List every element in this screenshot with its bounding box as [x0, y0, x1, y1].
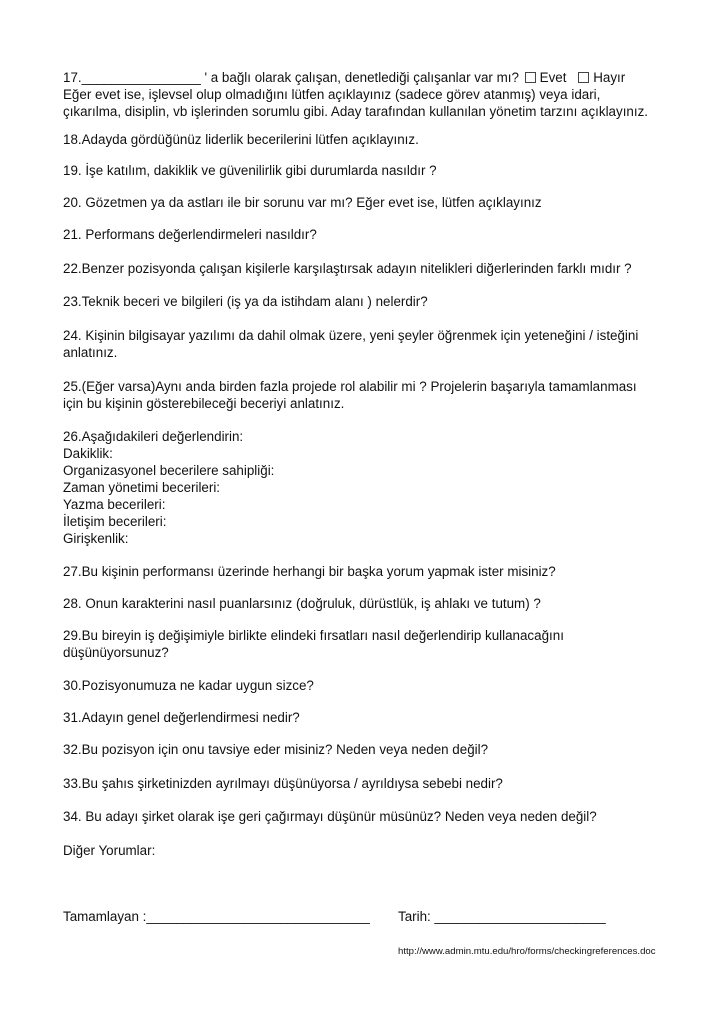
no-checkbox[interactable]	[578, 72, 589, 83]
completed-by-field: Tamamlayan :______________________________	[63, 909, 370, 924]
question-26-title: 26.Aşağıdakileri değerlendirin:	[63, 429, 244, 444]
question-17-line-2: Eğer evet ise, işlevsel olup olmadığını lütfen açıklayınız (sadece görev atanmış) veya idari,	[63, 87, 601, 102]
rating-item-dakiklik: Dakiklik:	[63, 446, 113, 461]
question-17-line-1	[63, 69, 625, 86]
question-17-text: 17.________________ ' a bağlı olarak çalışan, denetlediği çalışanlar var mı?	[63, 70, 519, 85]
no-label: Hayır	[593, 70, 626, 85]
question-30: 30.Pozisyonumuza ne kadar uygun sizce?	[63, 678, 314, 693]
question-22: 22.Benzer pozisyonda çalışan kişilerle karşılaştırsak adayın nitelikleri diğerlerinden farklı mıdır ?	[63, 261, 632, 276]
rating-item-organizasyonel: Organizasyonel becerilere sahipliği:	[63, 463, 275, 478]
question-21: 21. Performans değerlendirmeleri nasıldır?	[63, 227, 317, 242]
question-18: 18.Adayda gördüğünüz liderlik becerilerini lütfen açıklayınız.	[63, 132, 419, 147]
other-comments-label: Diğer Yorumlar:	[63, 843, 156, 858]
yes-checkbox[interactable]	[525, 72, 536, 83]
question-19: 19. İşe katılım, dakiklik ve güvenilirlik gibi durumlarda nasıldır ?	[63, 163, 437, 178]
question-29-line-2: düşünüyorsunuz?	[63, 645, 169, 660]
question-29-line-1: 29.Bu bireyin iş değişimiyle birlikte elindeki fırsatları nasıl değerlendirip kullanacağını	[63, 628, 564, 643]
question-23: 23.Teknik beceri ve bilgileri (iş ya da istihdam alanı ) nelerdir?	[63, 294, 428, 309]
question-24-line-2: anlatınız.	[63, 345, 118, 360]
question-25-line-1: 25.(Eğer varsa)Aynı anda birden fazla projede rol alabilir mi ? Projelerin başarıyla tamamlanması	[63, 379, 637, 394]
question-33: 33.Bu şahıs şirketinizden ayrılmayı düşünüyorsa / ayrıldıysa sebebi nedir?	[63, 776, 503, 791]
question-32: 32.Bu pozisyon için onu tavsiye eder misiniz? Neden veya neden değil?	[63, 742, 489, 757]
rating-item-zaman-yonetimi: Zaman yönetimi becerileri:	[63, 480, 221, 495]
rating-item-giriskenlik: Girişkenlik:	[63, 531, 129, 546]
rating-item-iletisim: İletişim becerileri:	[63, 514, 167, 529]
question-28: 28. Onun karakterini nasıl puanlarsınız (doğruluk, dürüstlük, iş ahlakı ve tutum) ?	[63, 596, 541, 611]
rating-item-yazma: Yazma becerileri:	[63, 497, 166, 512]
question-34: 34. Bu adayı şirket olarak işe geri çağırmayı düşünür müsünüz? Neden veya neden değil?	[63, 809, 597, 824]
yes-label: Evet	[539, 70, 567, 85]
question-31: 31.Adayın genel değerlendirmesi nedir?	[63, 710, 300, 725]
footer-url: http://www.admin.mtu.edu/hro/forms/checkingreferences.doc	[398, 946, 656, 957]
question-17-line-3: çıkarılma, disiplin, vb işlerinden sorumlu gibi. Aday tarafından kullanılan yönetim tarzını açıklayınız.	[63, 104, 649, 119]
date-field: Tarih: _______________________	[398, 909, 606, 924]
question-27: 27.Bu kişinin performansı üzerinde herhangi bir başka yorum yapmak ister misiniz?	[63, 564, 556, 579]
question-25-line-2: için bu kişinin gösterebileceği beceriyi anlatınız.	[63, 396, 345, 411]
question-20: 20. Gözetmen ya da astları ile bir sorunu var mı? Eğer evet ise, lütfen açıklayınız	[63, 195, 542, 210]
question-24-line-1: 24. Kişinin bilgisayar yazılımı da dahil olmak üzere, yeni şeyler öğrenmek için yeteneğini / isteğini	[63, 328, 639, 343]
